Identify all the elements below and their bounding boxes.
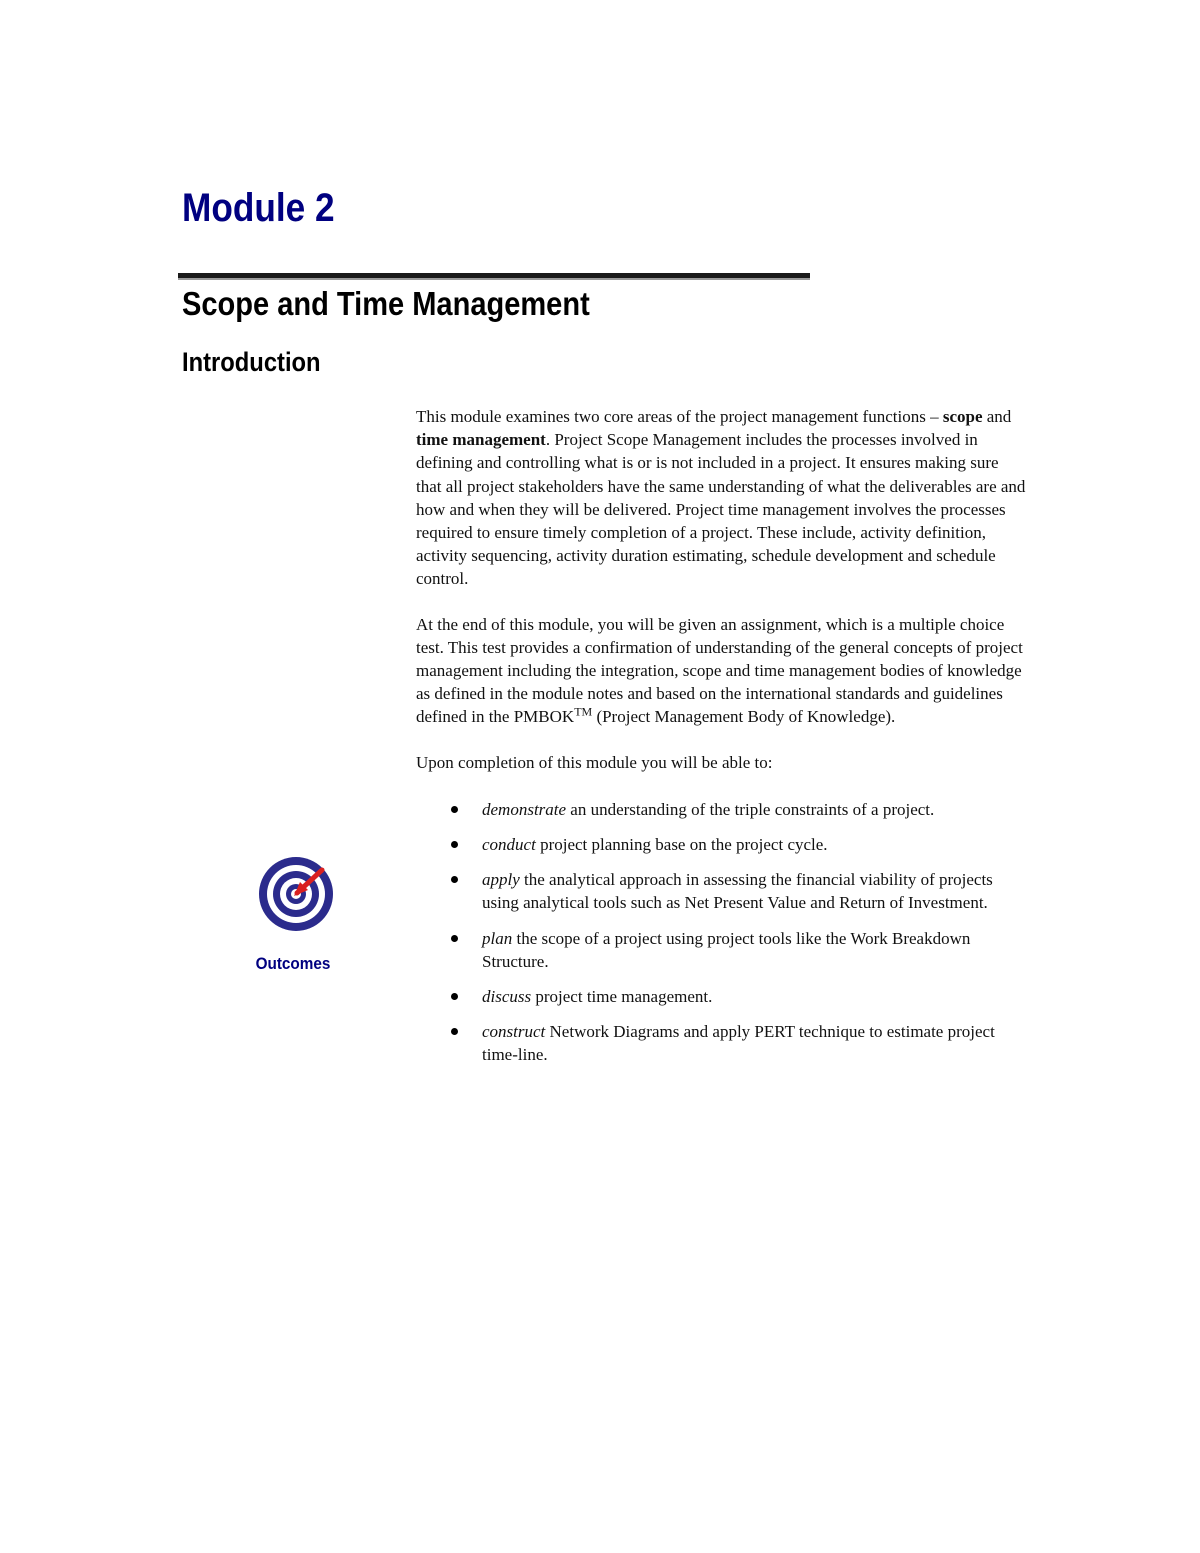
list-item — [416, 927, 1012, 973]
intro-paragraph-2 — [416, 613, 1026, 729]
outcome-text: project time management. — [531, 987, 713, 1007]
list-item — [416, 868, 1012, 914]
outcome-text: project planning base on the project cycle. — [535, 835, 828, 855]
intro-text: (Project Management Body of Knowledge). — [592, 707, 896, 727]
intro-paragraph-1 — [416, 405, 1026, 591]
intro-text: and — [982, 407, 1012, 426]
outcome-verb: conduct — [482, 835, 536, 855]
intro-paragraph-3: Upon completion of this module you will be able to: — [416, 752, 773, 772]
outcome-text: the scope of a project using project tools like the Work Breakdown Structure. — [482, 928, 971, 971]
intro-text: This module examines two core areas of the project management functions – — [416, 407, 943, 426]
outcome-verb: construct — [482, 1022, 546, 1042]
module-title: Module 2 — [182, 186, 335, 230]
section-title: Scope and Time Management — [182, 285, 590, 322]
time-management-term: time management — [416, 430, 546, 450]
outcome-text: Network Diagrams and apply PERT technique to estimate project time-line. — [482, 1022, 995, 1065]
outcome-verb: demonstrate — [482, 799, 567, 819]
trademark-mark: TM — [574, 704, 593, 719]
outcome-verb: plan — [482, 928, 513, 948]
outcome-verb: discuss — [482, 987, 532, 1007]
heading-rule — [178, 273, 810, 278]
bullet-icon — [451, 876, 458, 883]
bullet-icon — [451, 841, 458, 848]
subsection-title: Introduction — [182, 347, 321, 377]
scope-term: scope — [942, 407, 983, 426]
outcomes-label: Outcomes — [255, 954, 331, 973]
list-item — [416, 798, 1012, 821]
list-item — [416, 985, 1012, 1008]
outcome-text: an understanding of the triple constraints of a project. — [566, 799, 935, 819]
main-content — [416, 405, 1026, 1079]
intro-text: . Project Scope Management includes the processes involved in defining and controlling what is or is not included in a project. It ensures making sure that all project stakeholders have the same understanding of what the deliverables are and how and when they will be delivered. Project time management involves the processes required to ensure timely completion of a project. These include, activity definition, activity sequencing, activity duration estimating, schedule development and schedule control. — [416, 430, 1026, 589]
outcomes-list — [416, 798, 1026, 1067]
target-icon — [256, 854, 336, 934]
bullet-icon — [451, 993, 458, 1000]
list-item — [416, 833, 1012, 856]
bullet-icon — [451, 935, 458, 942]
intro-text: At the end of this module, you will be given an assignment, which is a multiple choice test. This test provides a confirmation of understanding of the general concepts of project management including the integration, scope and time management bodies of knowledge as defined in the module notes and based on the international standards and guidelines defined in the PMBOK — [416, 614, 1023, 727]
outcome-verb: apply — [482, 870, 520, 890]
outcome-text: the analytical approach in assessing the financial viability of projects using analytical tools such as Net Present Value and Return of Investment. — [482, 870, 993, 913]
bullet-icon — [451, 806, 458, 813]
list-item — [416, 1020, 1012, 1066]
bullet-icon — [451, 1028, 458, 1035]
